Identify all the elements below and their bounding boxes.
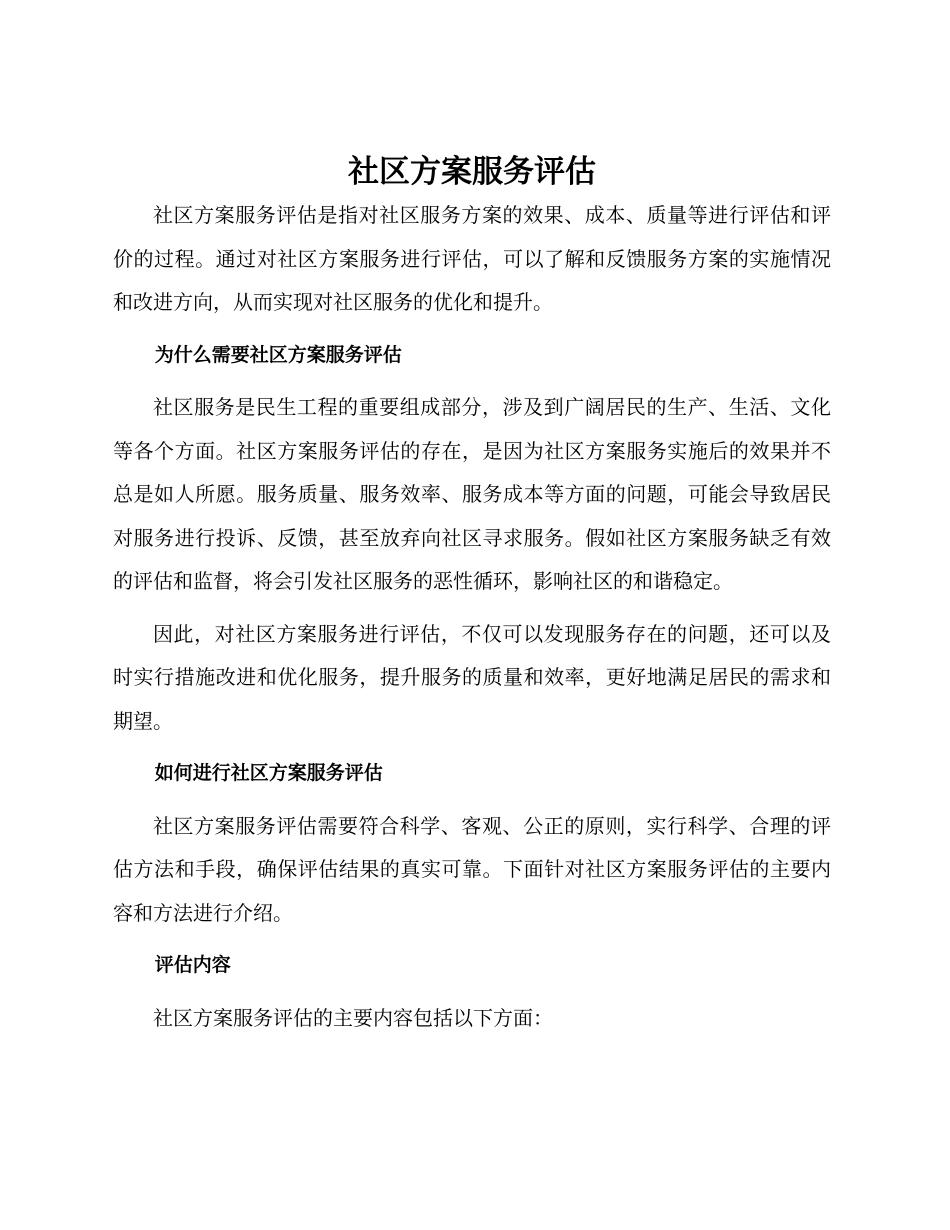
document-page <box>113 150 831 1049</box>
paragraph-why-2: 因此，对社区方案服务进行评估，不仅可以发现服务存在的问题，还可以及时实行措施改进和优化服务，提升服务的质量和效率，更好地满足居民的需求和期望。 <box>113 621 831 733</box>
document-title: 社区方案服务评估 <box>348 154 596 190</box>
paragraph-why-1: 社区服务是民生工程的重要组成部分，涉及到广阔居民的生产、生活、文化等各个方面。社区方案服务评估的存在，是因为社区方案服务实施后的效果并不总是如人所愿。服务质量、服务效率、服务成本等方面的问题，可能会导致居民对服务进行投诉、反馈，甚至放弃向社区寻求服务。假如社区方案服务缺乏有效的评估和监督，将会引发社区服务的恶性循环，影响社区的和谐稳定。 <box>113 395 831 593</box>
section-heading-why: 为什么需要社区方案服务评估 <box>154 343 402 366</box>
paragraph-content-intro: 社区方案服务评估的主要内容包括以下方面： <box>153 1005 553 1030</box>
section-heading-how: 如何进行社区方案服务评估 <box>154 762 383 784</box>
section-heading-content: 评估内容 <box>154 954 231 976</box>
paragraph-intro: 社区方案服务评估是指对社区服务方案的效果、成本、质量等进行评估和评价的过程。通过对社区方案服务进行评估，可以了解和反馈服务方案的实施情况和改进方向，从而实现对社区服务的优化和提升。 <box>113 203 831 314</box>
paragraph-how: 社区方案服务评估需要符合科学、客观、公正的原则，实行科学、合理的评估方法和手段，确保评估结果的真实可靠。下面针对社区方案服务评估的主要内容和方法进行介绍。 <box>113 813 831 925</box>
